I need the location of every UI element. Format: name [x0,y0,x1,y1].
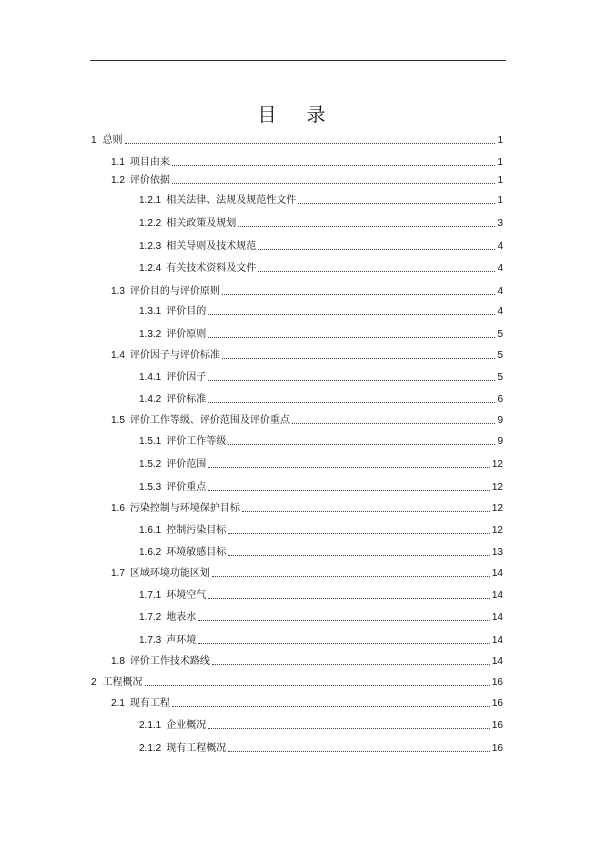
dot-leader [145,684,490,686]
toc-entry[interactable] [111,171,503,187]
toc-entry-number: 1.2.2 [139,218,162,229]
toc-entry-number: 2 [91,677,97,688]
toc-entry-number: 1.3 [111,286,125,297]
dot-leader [228,750,490,752]
dot-leader [172,705,490,707]
dot-leader [258,248,495,250]
dot-leader [208,727,490,729]
toc-entry-number: 1.4.1 [139,372,162,383]
toc-entry-label: 评价范围 [166,459,207,470]
toc-entry[interactable] [139,455,503,471]
toc-entry[interactable] [139,214,503,230]
toc-entry-number: 1.2.1 [139,195,162,206]
toc-entry-label: 相关导则及技术规范 [166,241,257,252]
toc-entry-label: 现有工程 [129,698,170,709]
toc-entry[interactable] [111,499,503,515]
toc-entry[interactable] [139,390,503,406]
toc-entry[interactable] [111,652,503,668]
toc-entry-label: 相关政策及规划 [166,218,237,229]
toc-entry-page: 14 [491,590,503,601]
toc-entry-page: 1 [497,135,503,146]
toc-entry-number: 1.7.1 [139,590,162,601]
header-rule [90,60,506,61]
toc-entry-page: 16 [491,698,503,709]
toc-entry-number: 1.5.3 [139,482,162,493]
toc-entry[interactable] [139,739,503,755]
toc-entry[interactable] [139,521,503,537]
toc-entry-page: 12 [491,503,503,514]
toc-entry-page: 16 [491,743,503,754]
dot-leader [208,336,495,338]
dot-leader [208,489,490,491]
toc-entry-page: 4 [497,241,503,252]
toc-entry-page: 14 [491,568,503,579]
toc-entry-page: 5 [497,372,503,383]
toc-entry-label: 地表水 [166,612,197,623]
toc-entry-page: 5 [497,329,503,340]
toc-entry[interactable] [111,282,503,298]
toc-entry[interactable] [139,237,503,253]
toc-entry-label: 污染控制与环境保护目标 [129,503,240,514]
toc-entry-number: 1.7.3 [139,635,162,646]
toc-entry-number: 1.3.1 [139,306,162,317]
toc-entry-page: 16 [491,720,503,731]
toc-entry-number: 1.2.3 [139,241,162,252]
dot-leader [208,401,495,403]
toc-entry-page: 1 [497,175,503,186]
dot-leader [198,619,490,621]
toc-entry-label: 评价重点 [166,482,207,493]
dot-leader [208,379,495,381]
toc-entry[interactable] [91,131,503,147]
toc-entry-label: 评价原则 [166,329,207,340]
toc-entry[interactable] [139,543,503,559]
toc-entry-label: 总则 [102,135,123,146]
toc-entry-number: 1.6.2 [139,547,162,558]
toc-entry-number: 1.5 [111,415,125,426]
dot-leader [228,443,495,445]
toc-entry-page: 4 [497,286,503,297]
dot-leader [172,164,496,166]
toc-entry-page: 14 [491,656,503,667]
toc-entry-page: 9 [497,436,503,447]
dot-leader [258,270,495,272]
dot-leader [228,532,490,534]
toc-entry-number: 1.5.2 [139,459,162,470]
toc-entry-label: 评价工作技术路线 [129,656,210,667]
page-title: 目 录 [257,104,338,126]
toc-entry-number: 1.1 [111,157,125,168]
dot-leader [208,466,490,468]
toc-entry[interactable] [111,564,503,580]
toc-entry[interactable] [139,586,503,602]
toc-entry-label: 相关法律、法规及规范性文件 [166,195,297,206]
toc-entry[interactable] [111,346,503,362]
toc-entry-label: 声环境 [166,635,197,646]
toc-entry-page: 12 [491,482,503,493]
dot-leader [228,554,490,556]
toc-entry-page: 16 [491,677,503,688]
toc-entry-number: 1.6 [111,503,125,514]
dot-leader [212,575,490,577]
toc-entry-label: 控制污染目标 [166,525,227,536]
toc-entry-number: 2.1.1 [139,720,162,731]
dot-leader [238,225,495,227]
toc-entry[interactable] [139,608,503,624]
dot-leader [125,142,496,144]
toc-entry-number: 1.6.1 [139,525,162,536]
dot-leader [172,182,496,184]
toc-entry[interactable] [139,191,503,207]
toc-entry-label: 环境敏感目标 [166,547,227,558]
toc-entry[interactable] [139,478,503,494]
toc-entry-label: 评价因子 [166,372,207,383]
toc-entry-number: 1.7 [111,568,125,579]
toc-entry-page: 6 [497,394,503,405]
dot-leader [242,510,490,512]
toc-entry[interactable] [139,716,503,732]
dot-leader [198,642,490,644]
dot-leader [208,313,495,315]
toc-entry-page: 4 [497,263,503,274]
toc-entry[interactable] [139,325,503,341]
toc-entry[interactable] [139,432,503,448]
toc-entry-page: 13 [491,547,503,558]
toc-entry-label: 评价依据 [129,175,170,186]
toc-entry-page: 9 [497,415,503,426]
toc-entry-label: 企业概况 [166,720,207,731]
toc-entry-label: 评价目的与评价原则 [129,286,220,297]
toc-entry-page: 14 [491,635,503,646]
toc-entry-number: 1 [91,135,97,146]
toc-entry-page: 5 [497,350,503,361]
toc-entry-label: 项目由来 [129,157,170,168]
toc-entry-page: 1 [497,195,503,206]
toc-entry-label: 环境空气 [166,590,207,601]
toc-entry[interactable] [111,411,503,427]
dot-leader [212,663,490,665]
toc-entry-number: 1.4 [111,350,125,361]
dot-leader [292,422,496,424]
toc-entry-label: 评价目的 [166,306,207,317]
dot-leader [222,293,496,295]
toc-entry-label: 区域环境功能区划 [129,568,210,579]
dot-leader [298,202,495,204]
toc-entry-number: 1.3.2 [139,329,162,340]
dot-leader [208,597,490,599]
toc-entry-label: 评价因子与评价标准 [129,350,220,361]
toc-entry-label: 现有工程概况 [166,743,227,754]
toc-entry-page: 3 [497,218,503,229]
toc-entry[interactable] [139,302,503,318]
toc-entry-label: 工程概况 [102,677,143,688]
toc-entry-number: 1.2.4 [139,263,162,274]
toc-entry[interactable] [139,631,503,647]
toc-entry-page: 14 [491,612,503,623]
toc-entry-number: 2.1.2 [139,743,162,754]
toc-entry-number: 1.5.1 [139,436,162,447]
toc-entry-page: 12 [491,459,503,470]
toc-entry-page: 12 [491,525,503,536]
toc-entry[interactable] [111,153,503,169]
toc-entry-label: 评价标准 [166,394,207,405]
toc-entry-page: 1 [497,157,503,168]
toc-entry-number: 1.2 [111,175,125,186]
toc-entry[interactable] [139,259,503,275]
toc-entry[interactable] [111,694,503,710]
toc-entry-label: 评价工作等级、评价范围及评价重点 [129,415,290,426]
toc-entry[interactable] [139,368,503,384]
toc-entry[interactable] [91,673,503,689]
toc-entry-number: 2.1 [111,698,125,709]
toc-entry-label: 评价工作等级 [166,436,227,447]
toc-entry-label: 有关技术资料及文件 [166,263,257,274]
toc-entry-number: 1.7.2 [139,612,162,623]
toc-entry-number: 1.4.2 [139,394,162,405]
dot-leader [222,357,496,359]
toc-entry-number: 1.8 [111,656,125,667]
toc-entry-page: 4 [497,306,503,317]
